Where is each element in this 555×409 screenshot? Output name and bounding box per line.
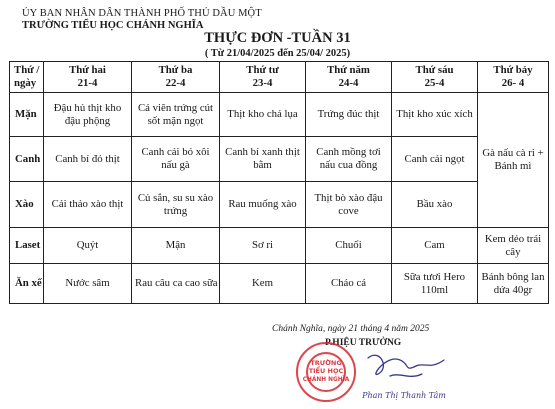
menu-cell: Thịt kho chả lụa	[220, 93, 306, 137]
menu-cell: Bánh bông lan dứa 40gr	[478, 264, 549, 304]
row-label: Ăn xế	[10, 264, 44, 304]
footer-role: P.HIỆU TRƯỞNG	[325, 338, 402, 348]
menu-cell: Canh mồng tơi nấu cua đồng	[306, 137, 392, 182]
day-header	[392, 62, 478, 93]
menu-cell: Cam	[392, 228, 478, 264]
day-name: Thứ bảy	[493, 64, 533, 76]
header-org	[22, 8, 282, 31]
menu-cell: Nước sâm	[44, 264, 132, 304]
stamp-text-2: TIỂU HỌC	[308, 367, 344, 375]
table-row	[10, 182, 549, 228]
menu-cell: Canh bí đỏ thịt	[44, 137, 132, 182]
table-row	[10, 264, 549, 304]
corner-line2: ngày	[14, 77, 37, 89]
day-date: 23-4	[252, 77, 273, 89]
day-date: 22-4	[165, 77, 186, 89]
menu-cell: Thịt kho xúc xích	[392, 93, 478, 137]
row-label: Canh	[10, 137, 44, 182]
menu-cell: Rau câu ca cao sữa	[132, 264, 220, 304]
day-header	[132, 62, 220, 93]
day-date: 26- 4	[501, 77, 525, 89]
menu-cell: Bầu xào	[392, 182, 478, 228]
day-name: Thứ năm	[327, 64, 370, 76]
row-label: Mặn	[10, 93, 44, 137]
menu-cell: Thịt bò xào đậu cove	[306, 182, 392, 228]
menu-cell: Cháo cá	[306, 264, 392, 304]
menu-cell: Kem dẻo trái cây	[478, 228, 549, 264]
header-school: TRƯỜNG TIỂU HỌC CHÁNH NGHĨA	[22, 20, 204, 31]
signature-icon	[360, 346, 460, 406]
table-row	[10, 93, 549, 137]
day-header	[44, 62, 132, 93]
menu-cell: Kem	[220, 264, 306, 304]
day-name: Thứ ba	[158, 64, 193, 76]
menu-cell: Trứng đúc thịt	[306, 93, 392, 137]
day-date: 25-4	[424, 77, 445, 89]
menu-cell: Cải thảo xào thịt	[44, 182, 132, 228]
day-name: Thứ hai	[69, 64, 106, 76]
day-header	[478, 62, 549, 93]
header-authority: ỦY BAN NHÂN DÂN THÀNH PHỐ THỦ DẦU MỘT	[22, 8, 262, 19]
school-stamp-icon	[283, 338, 369, 402]
menu-table	[9, 61, 549, 304]
row-label: Xào	[10, 182, 44, 228]
signature-name: Phan Thị Thanh Tâm	[362, 391, 446, 400]
menu-cell: Cá viên trứng cút sốt mặn ngọt	[132, 93, 220, 137]
menu-cell: Củ sắn, su su xào trứng	[132, 182, 220, 228]
corner-header	[10, 62, 44, 93]
day-name: Thứ sáu	[415, 64, 454, 76]
stamp-text-3: CHÁNH NGHĨA	[302, 377, 350, 383]
menu-cell: Đậu hủ thịt kho đậu phộng	[44, 93, 132, 137]
day-header	[220, 62, 306, 93]
menu-cell: Sữa tươi Hero 110ml	[392, 264, 478, 304]
menu-cell: Quýt	[44, 228, 132, 264]
day-date: 21-4	[77, 77, 98, 89]
page-subtitle: ( Từ 21/04/2025 đến 25/04/ 2025)	[204, 48, 351, 59]
menu-cell: Sơ ri	[220, 228, 306, 264]
table-row	[10, 228, 549, 264]
menu-cell: Canh bí xanh thịt bằm	[220, 137, 306, 182]
day-date: 24-4	[338, 77, 359, 89]
menu-cell: Mận	[132, 228, 220, 264]
menu-cell: Canh cải bó xôi nấu gà	[132, 137, 220, 182]
stamp-text-1: TRƯỜNG	[310, 359, 342, 367]
row-label: Laset	[10, 228, 44, 264]
day-header	[306, 62, 392, 93]
day-name: Thứ tư	[246, 64, 279, 76]
table-row	[10, 137, 549, 182]
menu-cell: Canh cải ngọt	[392, 137, 478, 182]
corner-line1: Thứ /	[14, 64, 40, 76]
menu-cell: Chuối	[306, 228, 392, 264]
menu-cell: Rau muống xào	[220, 182, 306, 228]
saturday-merged-cell: Gà nấu cà ri + Bánh mì	[478, 93, 549, 228]
page-title: THỰC ĐƠN -TUẦN 31	[204, 30, 351, 46]
footer-date: Chánh Nghĩa, ngày 21 tháng 4 năm 2025	[272, 324, 430, 334]
